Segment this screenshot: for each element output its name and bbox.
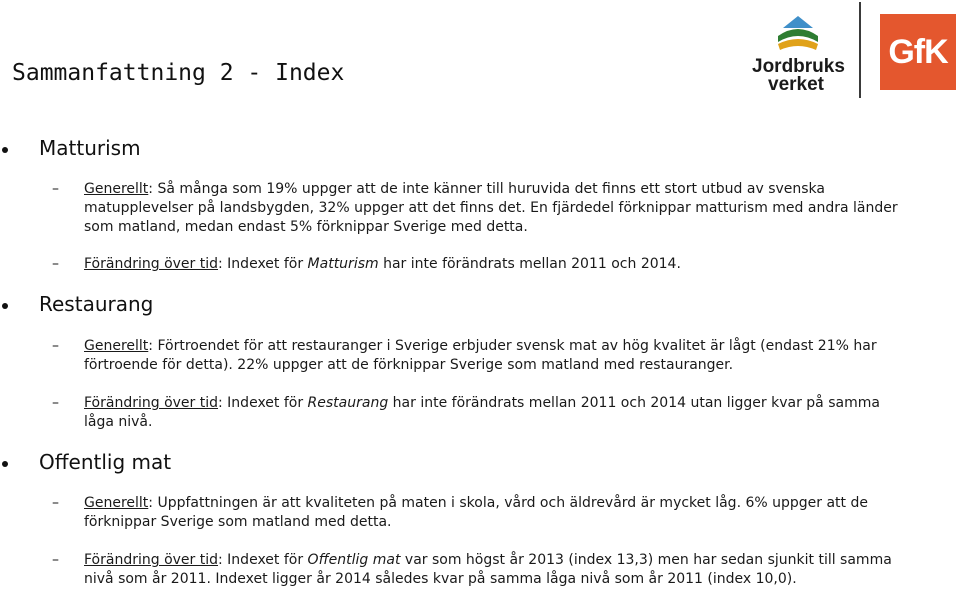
bullet-dot-icon: [2, 461, 8, 467]
sub-lead: Förändring över tid: [84, 552, 219, 568]
sub-item: – Generellt: Förtroendet för att restauranger i Sverige erbjuder svensk mat av hög kvalitet är lågt (endast 21% har förtroende för detta). 22% uppger att de förknippar Sverige som matland med restauranger.: [52, 338, 877, 373]
sub-item: – Generellt: Så många som 19% uppger att de inte känner till huruvida det finns ett stort utbud av svenska matupplevelser på landsbygden, 32% uppger att det finns det. En fjärdedel förknippar matturism med andra länder som matland, medan endast 5% förknippar Sverige med detta.: [52, 181, 898, 235]
logo-text-line2: verket: [768, 74, 824, 94]
sub-item: – Förändring över tid: Indexet för Restaurang har inte förändrats mellan 2011 och 2014 utan ligger kvar på samma låga nivå.: [52, 395, 880, 430]
sub-item: – Generellt: Uppfattningen är att kvaliteten på maten i skola, vård och äldrevård är mycket låg. 6% uppger att de förknippar Sverige som matland med detta.: [52, 495, 868, 530]
section-heading: Matturism: [39, 136, 141, 160]
sub-text: : Så många som 19% uppger att de inte känner till huruvida det finns ett stort utbud av svenska matupplevelser på landsbygden, 32% uppger att det finns det. En fjärdedel förknippar matturism med andra länder som matland, medan endast 5% förknippar Sverige med detta.: [84, 181, 898, 235]
sub-lead: Generellt: [84, 495, 149, 511]
sub-lead: Generellt: [84, 181, 149, 197]
bullet-dot-icon: [2, 303, 8, 309]
logo-text-line1: Jordbruks: [752, 56, 845, 77]
logo-divider: [859, 2, 861, 98]
sub-item: – Förändring över tid: Indexet för Offentlig mat var som högst år 2013 (index 13,3) men har sedan sjunkit till samma nivå som år 2011. Indexet ligger år 2014 således kvar på samma låga nivå som år 2011 (index 10,0).: [52, 552, 892, 587]
sub-item: – Förändring över tid: Indexet för Matturism har inte förändrats mellan 2011 och 2014.: [52, 256, 681, 272]
bullet-dot-icon: [2, 147, 8, 153]
jordbruksverket-logo: [750, 14, 850, 94]
section-heading: Offentlig mat: [39, 450, 172, 474]
gfk-logo: GfK: [880, 14, 956, 90]
sub-lead: Förändring över tid: [84, 256, 219, 272]
sub-lead: Förändring över tid: [84, 395, 219, 411]
sub-lead: Generellt: [84, 338, 149, 354]
page-title: Sammanfattning 2 - Index: [12, 60, 345, 86]
section-heading: Restaurang: [39, 292, 154, 316]
